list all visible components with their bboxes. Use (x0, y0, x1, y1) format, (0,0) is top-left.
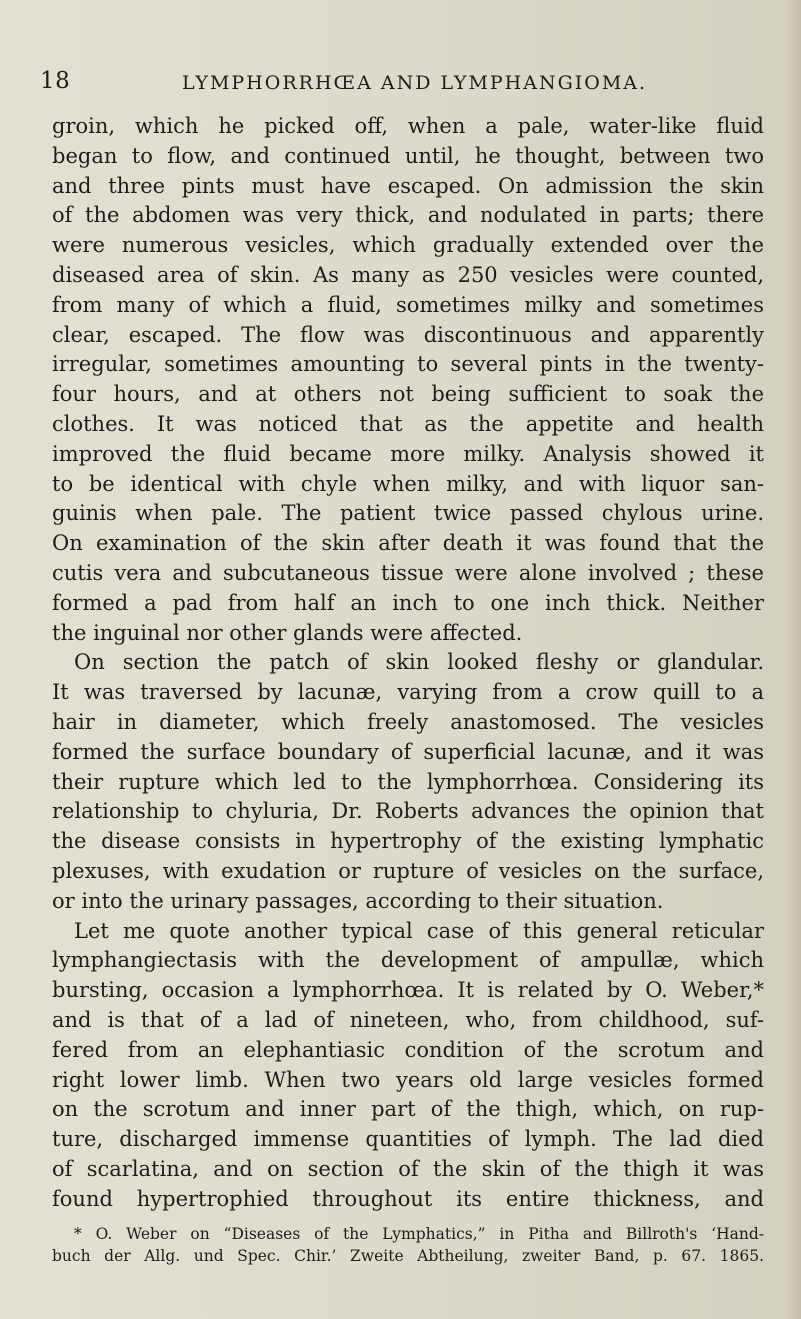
body-line: right lower limb. When two years old large vesicles formed (52, 1067, 764, 1092)
body-line: from many of which a fluid, sometimes milky and sometimes (52, 292, 764, 317)
body-line: found hypertrophied throughout its entire thickness, and (52, 1186, 764, 1211)
body-line: four hours, and at others not being sufficient to soak the (52, 382, 764, 407)
body-line: cutis vera and subcutaneous tissue were alone involved ; these (52, 560, 764, 585)
body-line: to be identical with chyle when milky, and with liquor san- (52, 471, 764, 496)
body-line: formed a pad from half an inch to one inch thick. Neither (52, 590, 764, 615)
body-line: On section the patch of skin looked fleshy or glandular. (74, 650, 764, 675)
body-text (52, 112, 764, 1214)
footnote (52, 1223, 764, 1267)
body-line: irregular, sometimes amounting to several pints in the twenty- (52, 352, 764, 377)
page-edge-shadow (787, 0, 801, 1319)
running-title: LYMPHORRHŒA AND LYMPHANGIOMA. (182, 72, 648, 94)
body-line: and three pints must have escaped. On admission the skin (52, 173, 764, 198)
body-line: of the abdomen was very thick, and nodulated in parts; there (52, 203, 764, 228)
body-line: lymphangiectasis with the development of ampullæ, which (52, 948, 764, 973)
footnote-line: * O. Weber on “Diseases of the Lymphatics,” in Pitha and Billroth's ‘Hand- (74, 1225, 764, 1243)
body-line: clear, escaped. The flow was discontinuous and apparently (52, 322, 764, 347)
body-line: began to flow, and continued until, he thought, between two (52, 143, 764, 168)
body-line: groin, which he picked off, when a pale, water-like fluid (52, 114, 764, 138)
body-line: the inguinal nor other glands were affected. (52, 620, 523, 645)
body-line: and is that of a lad of nineteen, who, from childhood, suf- (52, 1007, 764, 1032)
page-number: 18 (40, 68, 71, 94)
body-line: or into the urinary passages, according to their situation. (52, 888, 664, 913)
body-line: On examination of the skin after death it was found that the (52, 531, 764, 556)
body-line: were numerous vesicles, which gradually extended over the (52, 233, 764, 258)
body-line: clothes. It was noticed that as the appetite and health (52, 411, 764, 436)
body-line: Let me quote another typical case of this general reticular (74, 918, 764, 943)
body-line: It was traversed by lacunæ, varying from a crow quill to a (52, 680, 764, 705)
footnote-line: buch der Allg. und Spec. Chir.’ Zweite Abtheilung, zweiter Band, p. 67. 1865. (52, 1247, 764, 1265)
body-line: relationship to chyluria, Dr. Roberts advances the opinion that (52, 799, 764, 824)
body-line: their rupture which led to the lymphorrhœa. Considering its (52, 769, 764, 794)
body-line: diseased area of skin. As many as 250 vesicles were counted, (52, 262, 764, 287)
body-line: bursting, occasion a lymphorrhœa. It is related by O. Weber,* (52, 978, 764, 1003)
body-line: hair in diameter, which freely anastomosed. The vesicles (52, 709, 764, 734)
running-head (0, 66, 801, 102)
body-line: formed the surface boundary of superficial lacunæ, and it was (52, 739, 764, 764)
body-line: on the scrotum and inner part of the thigh, which, on rup- (52, 1097, 764, 1122)
body-line: plexuses, with exudation or rupture of vesicles on the surface, (52, 858, 764, 883)
body-line: improved the fluid became more milky. Analysis showed it (52, 441, 764, 466)
body-line: ture, discharged immense quantities of lymph. The lad died (52, 1127, 764, 1152)
body-line: guinis when pale. The patient twice passed chylous urine. (52, 501, 764, 526)
body-line: fered from an elephantiasic condition of the scrotum and (52, 1037, 764, 1062)
body-line: of scarlatina, and on section of the skin of the thigh it was (52, 1156, 764, 1181)
body-line: the disease consists in hypertrophy of the existing lymphatic (52, 829, 764, 854)
